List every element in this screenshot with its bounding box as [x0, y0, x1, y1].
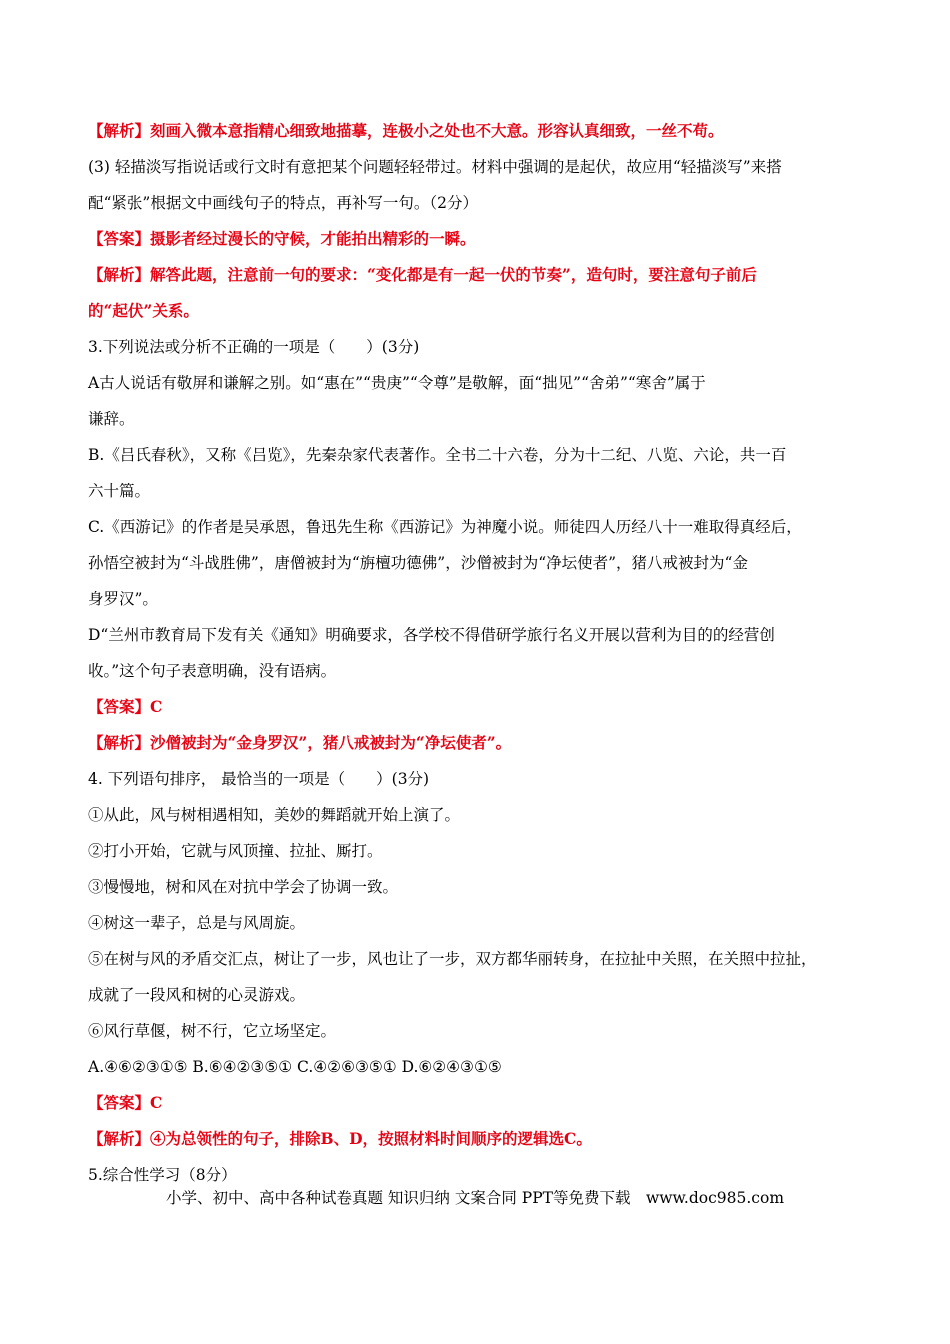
option-line: 孙悟空被封为“斗战胜佛”，唐僧被封为“旃檀功德佛”，沙僧被封为“净坛使者”，猪八戒被封为“金 — [88, 554, 748, 572]
answer-tag: 【答案】 — [88, 1093, 151, 1112]
sentence-line: ⑥风行草偃，树不行，它立场坚定。 — [88, 1022, 337, 1040]
answer-line: 【答案】摄影者经过漫长的守候，才能拍出精彩的一瞬。 — [88, 229, 476, 248]
sentence-line: ③慢慢地，树和风在对抗中学会了协调一致。 — [88, 878, 399, 896]
sentence-line: ①从此，风与树相遇相知，美妙的舞蹈就开始上演了。 — [88, 806, 461, 824]
analysis-line: 【解析】解答此题，注意前一句的要求：“变化都是有一起一伏的节奏”，造句时，要注意句子前后 — [88, 265, 757, 284]
analysis-line: 【解析】沙僧被封为“金身罗汉”，猪八戒被封为“净坛使者”。 — [88, 733, 512, 752]
analysis-line: 【解析】④为总领性的句子，排除B、D，按照材料时间顺序的逻辑选C。 — [88, 1129, 592, 1148]
option-line: B.《吕氏春秋》，又称《吕览》，先秦杂家代表著作。全书二十六卷，分为十二纪、八览、六论，共一百 — [88, 446, 787, 464]
sentence-line: ⑤在树与风的矛盾交汇点，树让了一步，风也让了一步，双方都华丽转身，在拉扯中关照，在关照中拉扯， — [88, 950, 817, 968]
sentence-line: ②打小开始，它就与风顶撞、拉扯、厮打。 — [88, 842, 383, 860]
page-footer: 小学、初中、高中各种试卷真题 知识归纳 文案合同 PPT等免费下载 www.doc985.com — [165, 1189, 785, 1207]
option-line: A古人说话有敬屏和谦解之别。如“惠在”“贵庚”“令尊”是敬解，面“拙见”“舍弟”“寒舍”属于 — [88, 374, 706, 392]
answer-value: C — [150, 697, 163, 716]
question-title: 5.综合性学习（8分） — [88, 1166, 237, 1184]
answer-value: C — [150, 1093, 163, 1112]
option-line: 六十篇。 — [88, 482, 151, 500]
analysis-line: 的“起伏”关系。 — [88, 301, 199, 320]
document-body — [88, 113, 878, 1193]
answer-line — [88, 1085, 878, 1121]
question-title: 4. 下列语句排序， 最恰当的一项是（ ）(3分) — [88, 770, 430, 788]
option-line: 收。”这个句子表意明确，没有语病。 — [88, 662, 337, 680]
option-line: C.《西游记》的作者是吴承恩，鲁迅先生称《西游记》为神魔小说。师徒四人历经八十一难取得真经后， — [88, 518, 802, 536]
sentence-line: 成就了一段风和树的心灵游戏。 — [88, 986, 306, 1004]
option-line: 身罗汉”。 — [88, 590, 158, 608]
question-line: (3) 轻描淡写指说话或行文时有意把某个问题轻轻带过。材料中强调的是起伏，故应用“轻描淡写”来搭 — [88, 158, 782, 176]
answer-line — [88, 689, 878, 725]
question-line: 配“紧张”根据文中画线句子的特点，再补写一句。（2分） — [88, 194, 478, 212]
option-line: A.④⑥②③①⑤ B.⑥④②③⑤① C.④②⑥③⑤① D.⑥②④③①⑤ — [88, 1058, 502, 1076]
option-line: 谦辞。 — [88, 410, 135, 428]
sentence-line: ④树这一辈子，总是与风周旋。 — [88, 914, 306, 932]
answer-tag: 【答案】 — [88, 697, 151, 716]
question-title: 3.下列说法或分析不正确的一项是（ ）(3分) — [88, 338, 420, 356]
option-line: D“兰州市教育局下发有关《通知》明确要求，各学校不得借研学旅行名义开展以营利为目的的经营创 — [88, 626, 775, 644]
analysis-line: 【解析】刻画入微本意指精心细致地描摹，连极小之处也不大意。形容认真细致，一丝不苟。 — [88, 121, 724, 140]
